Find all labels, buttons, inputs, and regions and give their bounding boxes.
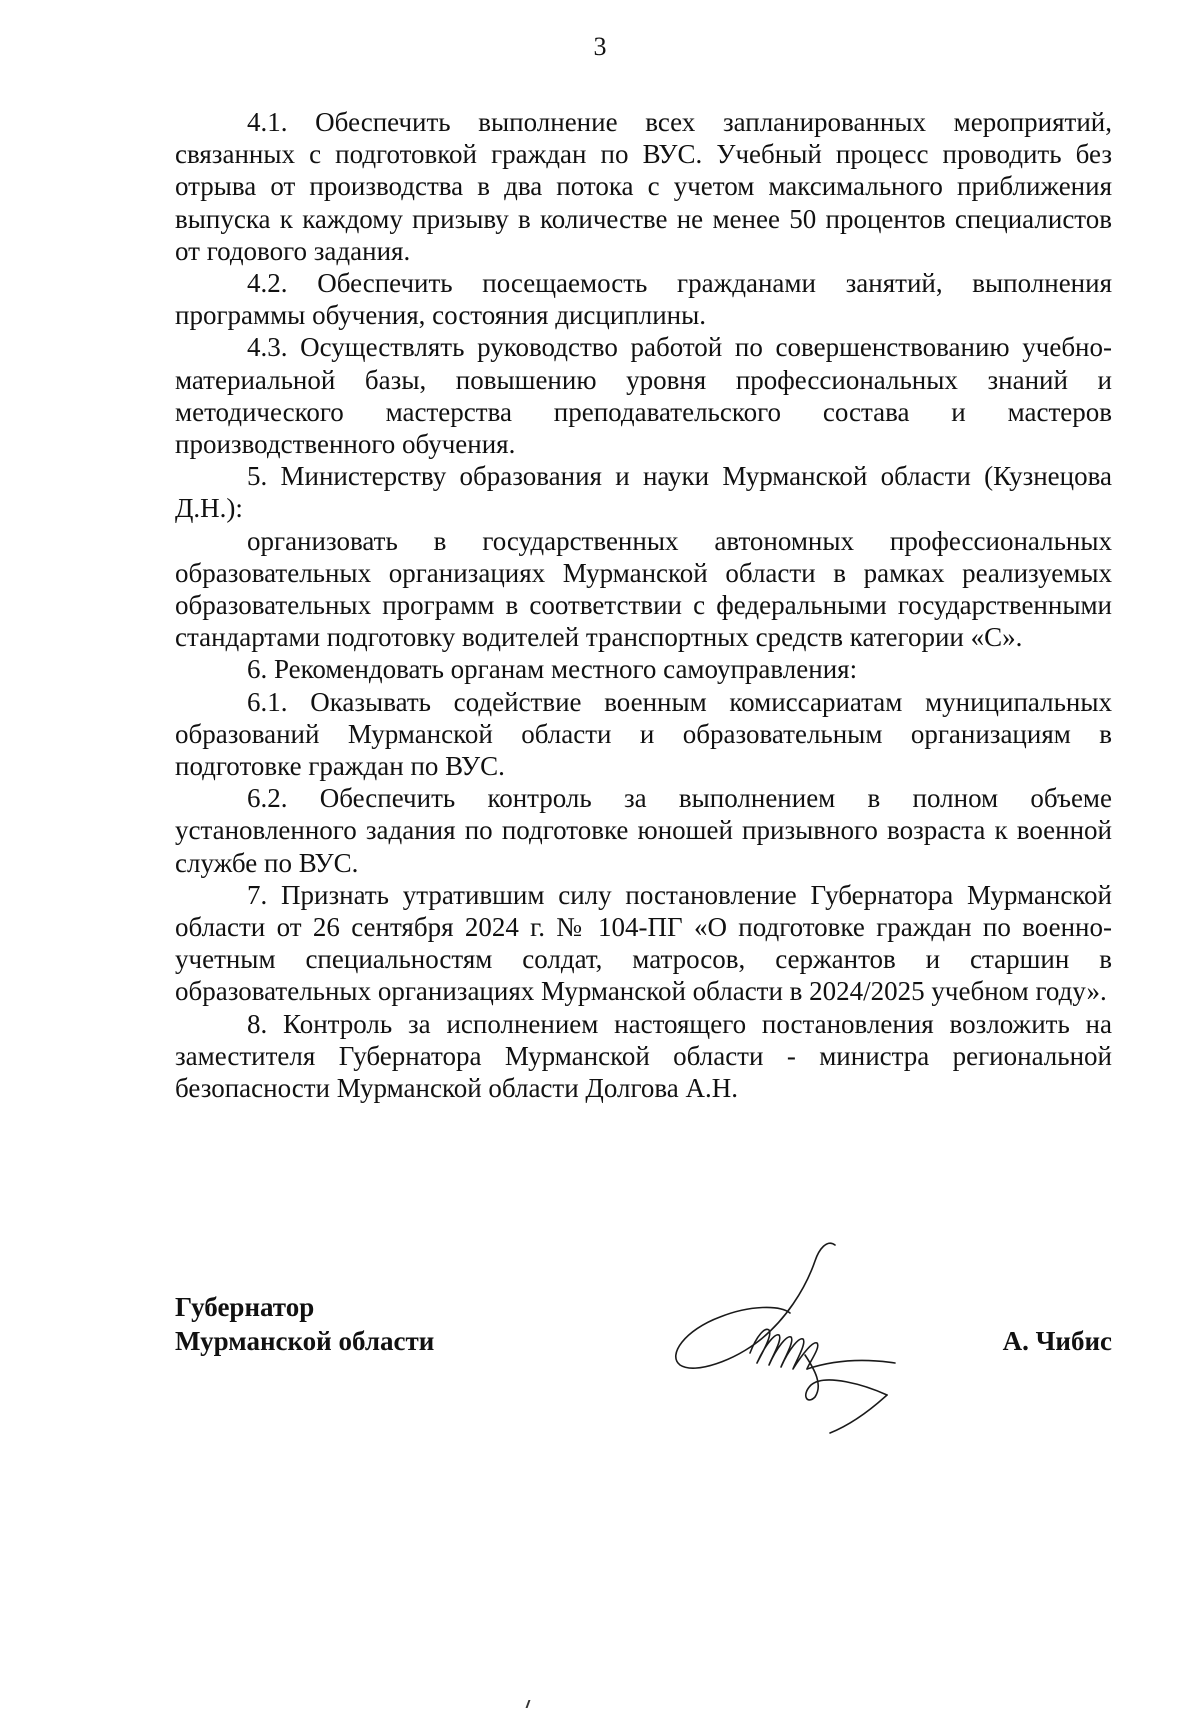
paragraph-5: 5. Министерству образования и науки Мурманской области (Кузнецова Д.Н.): xyxy=(175,461,1112,524)
signatory-title-line2: Мурманской области xyxy=(175,1326,435,1356)
page-number: 3 xyxy=(593,32,607,61)
paragraph-7: 7. Признать утратившим силу постановление Губернатора Мурманской области от 26 сентября 2024 г. № 104-ПГ «О подготовке граждан по военно-учетным специальностям солдат, матросов, сержантов и старшин в образовательных организациях Мурманской области в 2024/2025 учебном году». xyxy=(175,879,1112,1007)
signatory-title xyxy=(175,1290,434,1358)
paragraph-4-1: 4.1. Обеспечить выполнение всех запланированных мероприятий, связанных с подготовкой граждан по ВУС. Учебный процесс проводить без отрыва от производства в два потока с учетом максимального приближения выпуска к каждому призыву в количестве не менее 50 процентов специалистов от годового задания. xyxy=(175,107,1112,266)
paragraph-4-2: 4.2. Обеспечить посещаемость гражданами занятий, выполнения программы обучения, состояния дисциплины. xyxy=(175,268,1112,331)
paragraph-8: 8. Контроль за исполнением настоящего постановления возложить на заместителя Губернатора Мурманской области - министра региональной безопасности Мурманской области Долгова А.Н. xyxy=(175,1008,1112,1104)
paragraph-6-2: 6.2. Обеспечить контроль за выполнением в полном объеме установленного задания по подготовке юношей призывного возраста к военной службе по ВУС. xyxy=(175,783,1112,878)
signatory-name: А. Чибис xyxy=(1002,1326,1112,1356)
paragraph-6-1: 6.1. Оказывать содействие военным комиссариатам муниципальных образований Мурманской области и образовательным организациям в подготовке граждан по ВУС. xyxy=(175,686,1112,782)
document-body xyxy=(175,106,1112,1104)
signature-block xyxy=(175,1290,1112,1490)
paragraph-6: 6. Рекомендовать органам местного самоуправления: xyxy=(247,654,858,685)
handwritten-signature xyxy=(665,1235,915,1435)
paragraph-4-3: 4.3. Осуществлять руководство работой по совершенствованию учебно-материальной базы, повышению уровня профессиональных знаний и методического мастерства преподавательского состава и мастеров производственного обучения. xyxy=(175,332,1112,460)
scan-mark xyxy=(526,1700,535,1708)
paragraph-5-body: организовать в государственных автономных профессиональных образовательных организациях Мурманской области в рамках реализуемых образовательных программ в соответствии с федеральными государственными стандартами подготовку водителей транспортных средств категории «С». xyxy=(175,525,1112,653)
signatory-title-line1: Губернатор xyxy=(175,1292,315,1322)
